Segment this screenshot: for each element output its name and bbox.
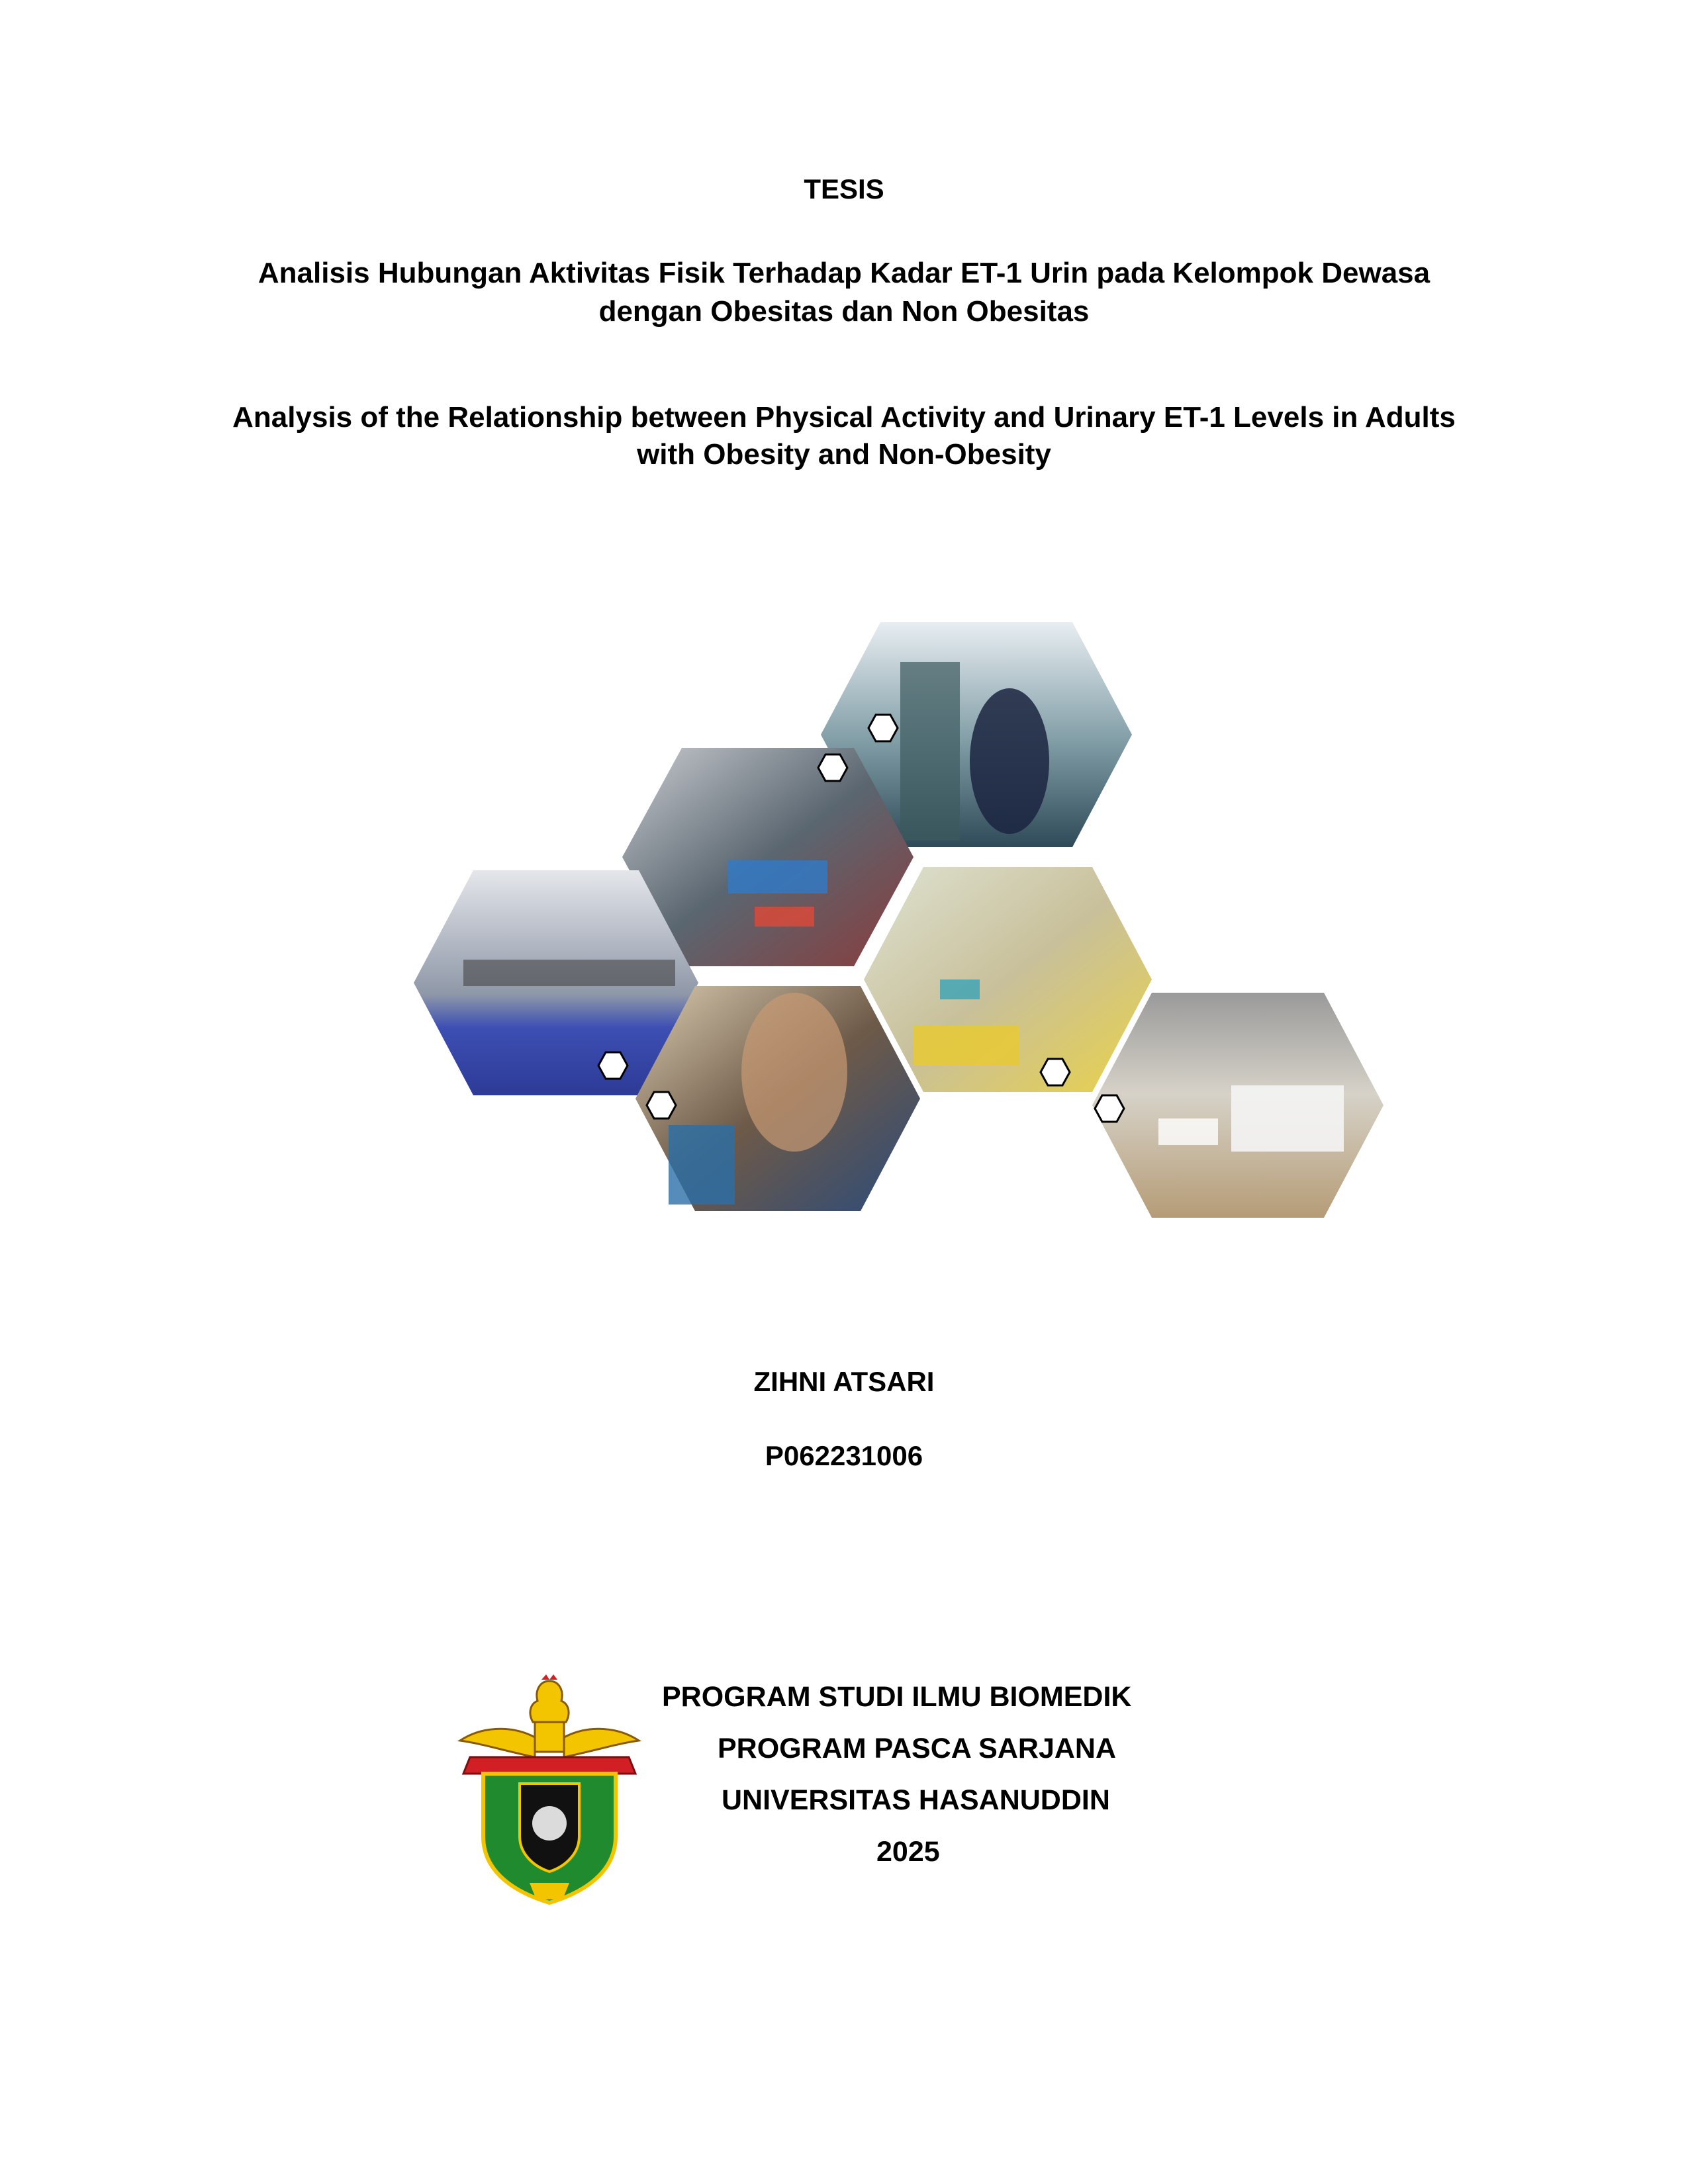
- student-id: P062231006: [765, 1440, 923, 1471]
- collage-photo-pipetting: [864, 867, 1152, 1092]
- collage-hex-markers: [598, 715, 1124, 1122]
- title-indonesian-line-1: Analisis Hubungan Aktivitas Fisik Terhadap Kadar ET-1 Urin pada Kelompok Dewasa: [258, 257, 1430, 289]
- institution-year: 2025: [876, 1836, 940, 1868]
- institution-university: UNIVERSITAS HASANUDDIN: [722, 1784, 1110, 1816]
- collage-photo-classroom: [414, 870, 698, 1095]
- collage-photo-measurement: [821, 622, 1132, 847]
- institution-study-program: PROGRAM STUDI ILMU BIOMEDIK: [662, 1681, 1132, 1713]
- title-indonesian-line-2: dengan Obesitas dan Non Obesitas: [598, 295, 1090, 328]
- author-name: ZIHNI ATSARI: [753, 1366, 935, 1397]
- title-english-line-1: Analysis of the Relationship between Physical Activity and Urinary ET-1 Levels in Adults: [232, 401, 1456, 433]
- university-emblem: [457, 1674, 642, 1913]
- document-type: TESIS: [804, 173, 884, 205]
- collage-photo-reagent-kit: [1092, 993, 1383, 1218]
- collage-photo-lab-bench: [622, 748, 914, 966]
- collage-photo-blood-pressure: [635, 986, 920, 1211]
- title-english-line-2: with Obesity and Non-Obesity: [637, 438, 1051, 471]
- institution-graduate-program: PROGRAM PASCA SARJANA: [718, 1733, 1117, 1764]
